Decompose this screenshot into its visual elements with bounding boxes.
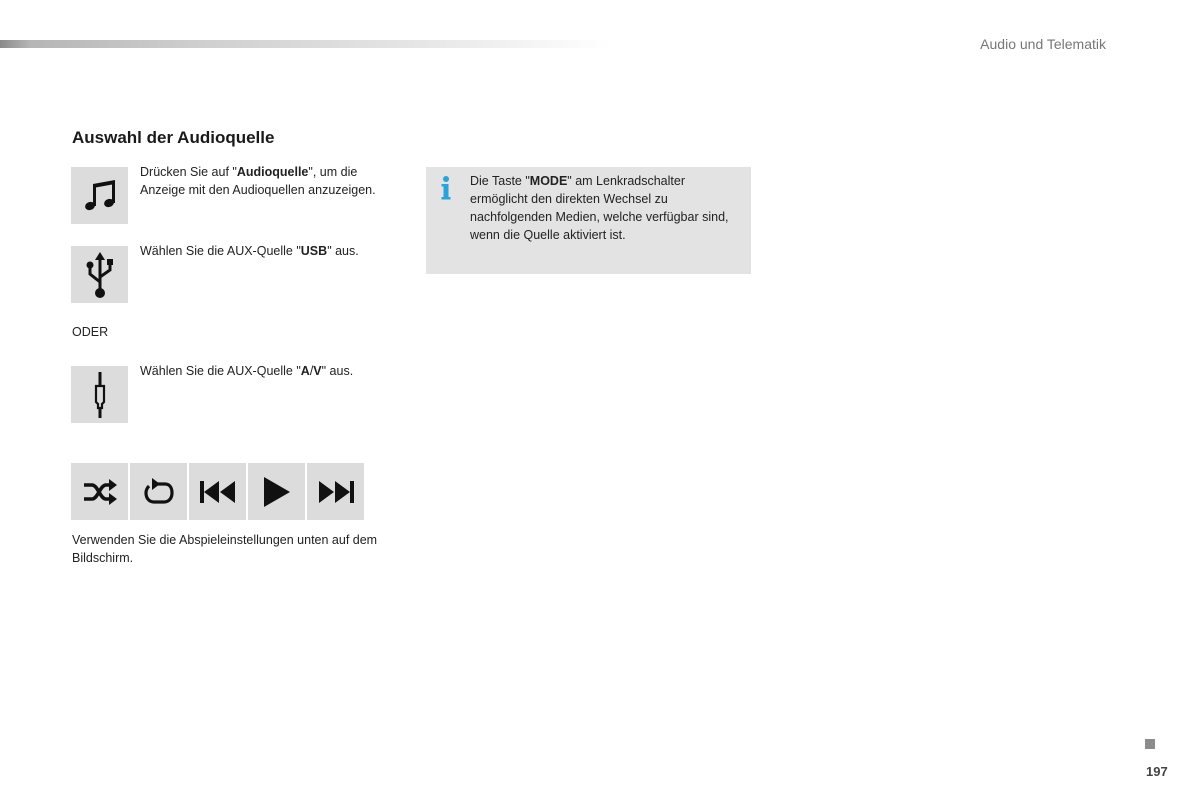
shuffle-icon xyxy=(82,479,118,505)
info-icon xyxy=(439,175,453,201)
playback-controls xyxy=(71,463,364,520)
step-usb-text: Wählen Sie die AUX-Quelle "USB" aus. xyxy=(140,244,359,258)
jack-plug-icon xyxy=(90,370,110,420)
info-text: Die Taste "MODE" am Lenkradschalter ermöglicht den direkten Wechsel zu nachfolgenden Medien, welche verfügbar sind, wenn die Quelle aktiviert ist. xyxy=(470,174,729,242)
oder-label: ODER xyxy=(72,325,109,339)
play-icon xyxy=(262,476,292,508)
previous-track-icon xyxy=(199,480,237,504)
music-note-icon xyxy=(80,176,120,216)
page-marker-square xyxy=(1145,739,1155,749)
usb-source-button[interactable] xyxy=(71,246,128,303)
next-track-button[interactable] xyxy=(307,463,364,520)
page-number: 197 xyxy=(1146,764,1168,779)
header-gradient-bar xyxy=(0,40,610,48)
section-title: Audio und Telematik xyxy=(980,36,1106,52)
playback-settings-text: Verwenden Sie die Abspieleinstellungen unten auf dem Bildschirm. xyxy=(72,533,378,565)
repeat-button[interactable] xyxy=(130,463,187,520)
repeat-icon xyxy=(143,478,175,506)
play-button[interactable] xyxy=(248,463,305,520)
step-audio-source-text: Drücken Sie auf "Audioquelle", um die Anzeige mit den Audioquellen anzuzeigen. xyxy=(140,165,376,197)
audio-source-button[interactable] xyxy=(71,167,128,224)
next-track-icon xyxy=(317,480,355,504)
shuffle-button[interactable] xyxy=(71,463,128,520)
step-av-text: Wählen Sie die AUX-Quelle "A/V" aus. xyxy=(140,364,354,378)
previous-track-button[interactable] xyxy=(189,463,246,520)
page-heading: Auswahl der Audioquelle xyxy=(72,128,275,147)
info-box xyxy=(426,167,751,274)
usb-icon xyxy=(85,250,115,300)
av-source-button[interactable] xyxy=(71,366,128,423)
